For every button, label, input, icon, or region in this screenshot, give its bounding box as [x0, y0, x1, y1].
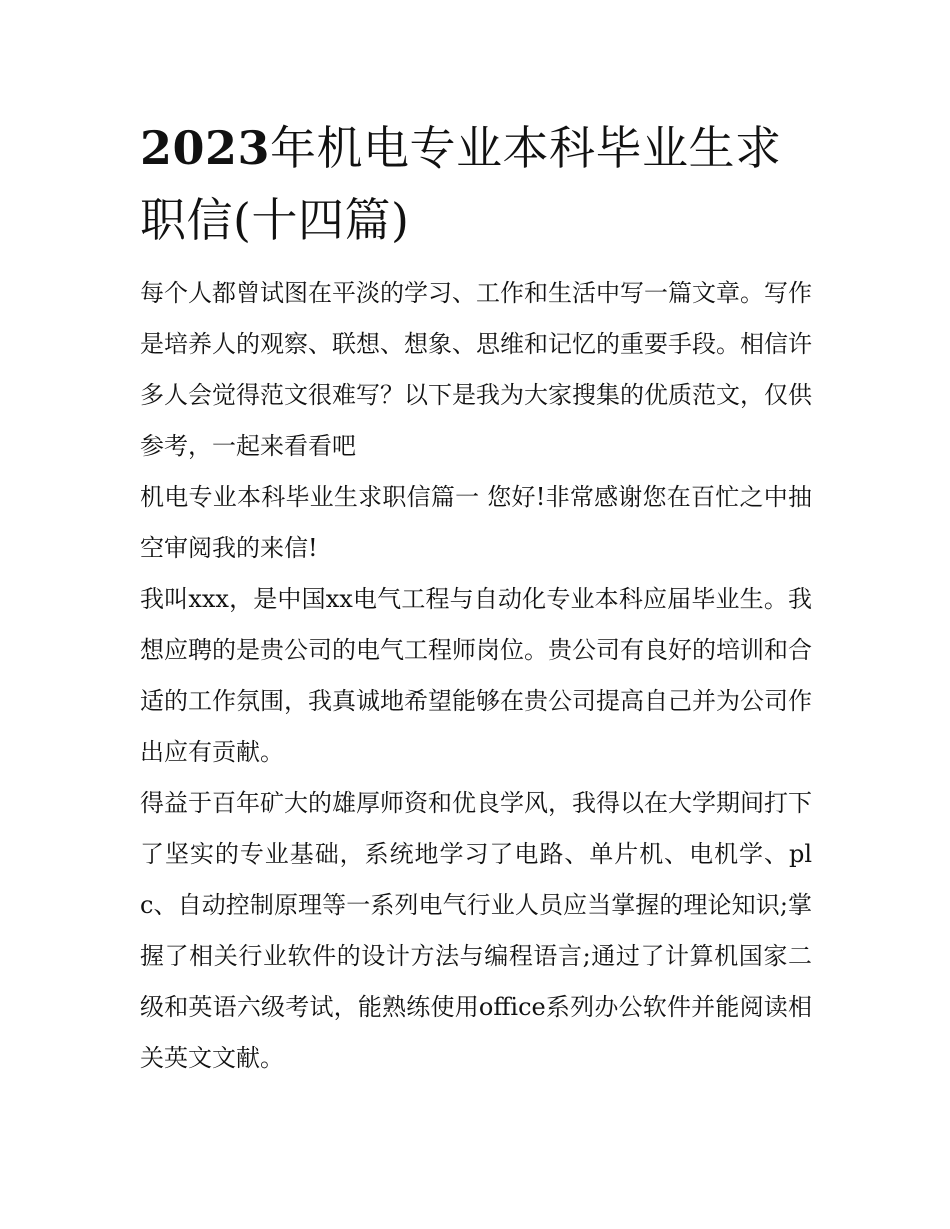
title-text: 年机电专业本科毕业生求职信(十四篇): [140, 121, 782, 247]
paragraph-self-intro: 我叫xxx，是中国xx电气工程与自动化专业本科应届毕业生。我想应聘的是贵公司的电气工程师岗位。贵公司有良好的培训和合适的工作氛围，我真诚地希望能够在贵公司提高自己并为公司作出应有贡献。: [140, 585, 812, 766]
paragraph-greeting: 机电专业本科毕业生求职信篇一 您好!非常感谢您在百忙之中抽空审阅我的来信!: [140, 483, 812, 562]
document-body: [140, 112, 812, 1084]
title-year: 2023: [140, 121, 271, 175]
paragraph-education: 得益于百年矿大的雄厚师资和优良学风，我得以在大学期间打下了坚实的专业基础，系统地学习了电路、单片机、电机学、plc、自动控制原理等一系列电气行业人员应当掌握的理论知识;掌握了相关行业软件的设计方法与编程语言;通过了计算机国家二级和英语六级考试，能熟练使用office系列办公软件并能阅读相关英文文献。: [140, 789, 812, 1072]
document-title: [140, 112, 812, 256]
paragraph-intro: 每个人都曾试图在平淡的学习、工作和生活中写一篇文章。写作是培养人的观察、联想、想象、思维和记忆的重要手段。相信许多人会觉得范文很难写？以下是我为大家搜集的优质范文，仅供参考，一起来看看吧: [140, 279, 812, 460]
